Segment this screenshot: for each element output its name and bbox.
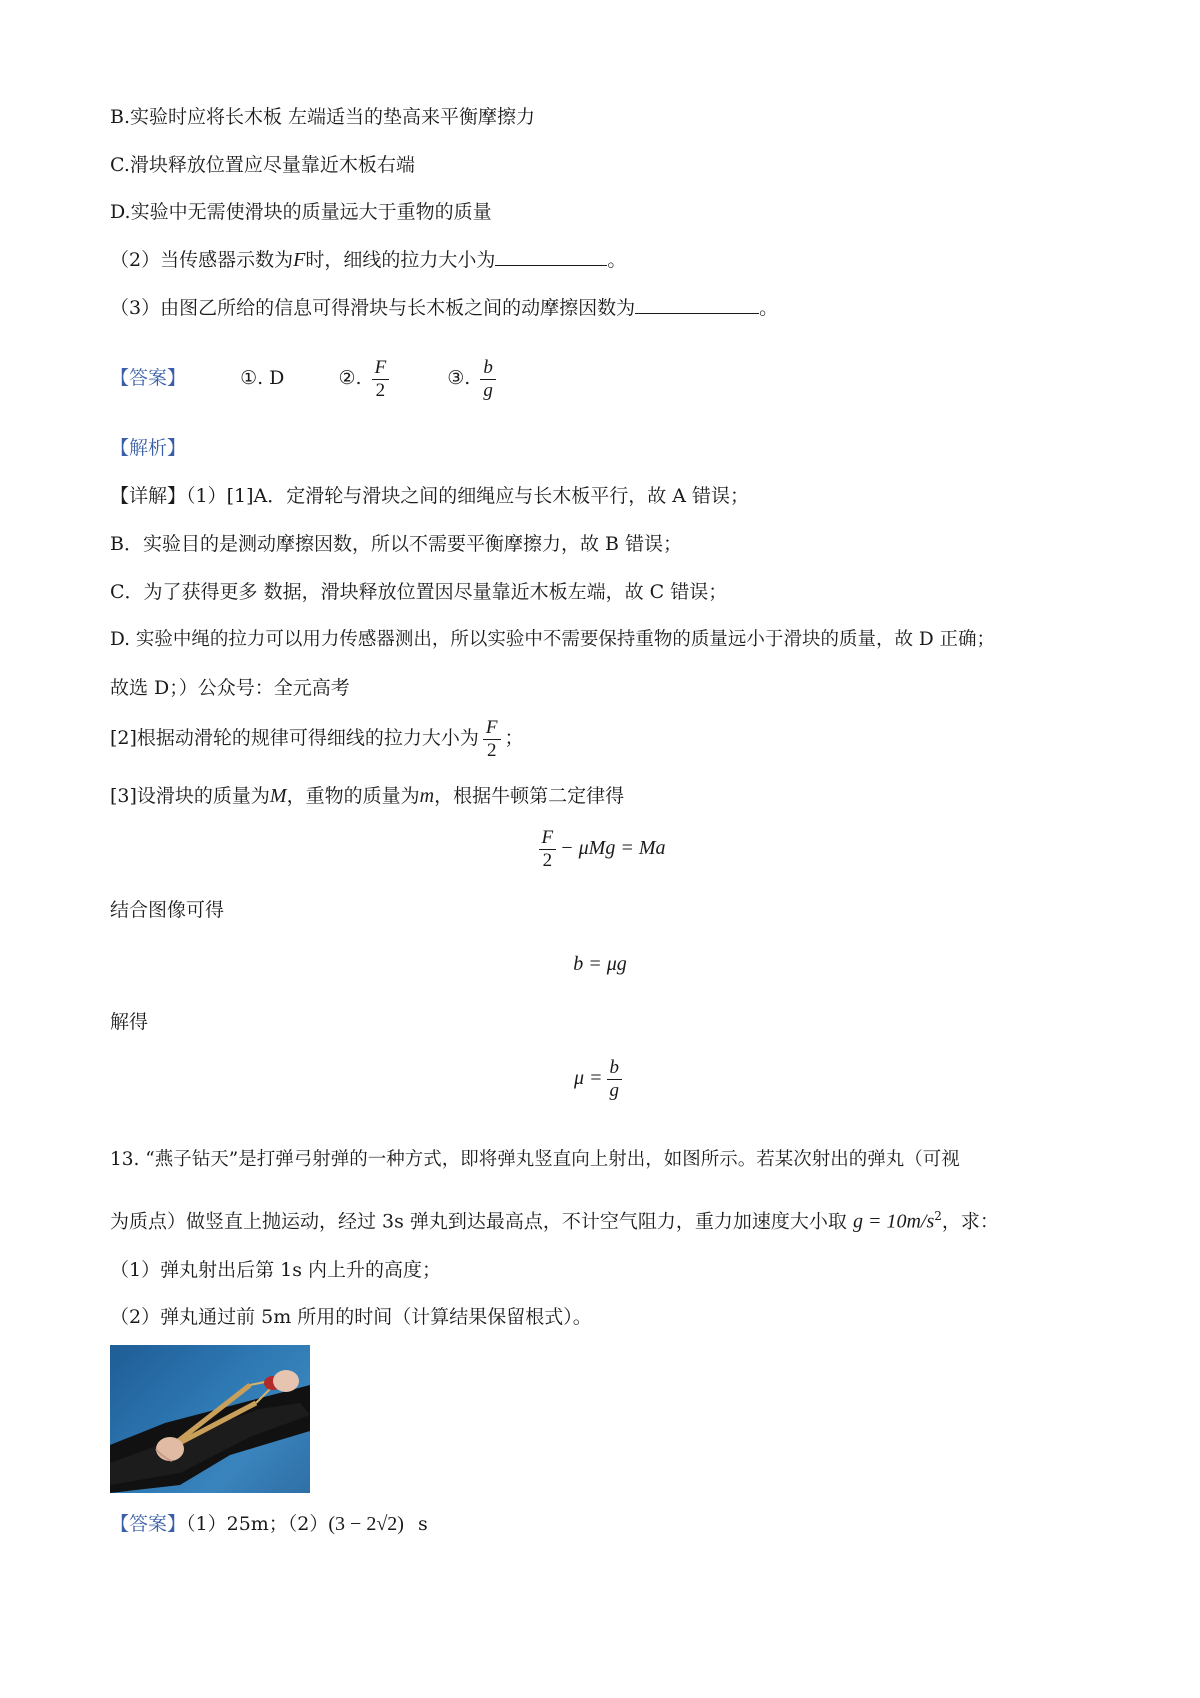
option-b: B.实验时应将长木板 左端适当的垫高来平衡摩擦力 xyxy=(110,106,536,128)
q12-part2-var: F xyxy=(293,249,306,271)
equation-b: b = μg xyxy=(573,953,627,975)
fraction-numerator: F xyxy=(483,717,501,740)
q12-part2-end: 。 xyxy=(607,249,627,271)
answer-3-label: ③. xyxy=(447,367,471,389)
mu-fraction xyxy=(607,1057,623,1102)
analysis-line-7-b: ，重物的质量为 xyxy=(286,785,420,807)
analysis-line-7-c: ，根据牛顿第二定律得 xyxy=(434,785,625,807)
q13-answer xyxy=(110,1510,428,1538)
answer-blank xyxy=(495,249,607,266)
analysis-line-1: 【详解】（1）[1]A．定滑轮与滑块之间的细绳应与长木板平行，故 A 错误； xyxy=(110,485,750,507)
answer-1: ①. D xyxy=(240,367,285,389)
var-M: M xyxy=(269,785,287,807)
equation-mu xyxy=(0,1052,1200,1104)
analysis-line-9: 解得 xyxy=(110,1011,149,1033)
answer-blank xyxy=(635,297,759,314)
option-c: C.滑块释放位置应尽量靠近木板右端 xyxy=(110,154,415,176)
q13-answer-unit: s xyxy=(417,1513,428,1535)
gravity-equation: g = 10m/s xyxy=(852,1210,935,1233)
fraction-denominator: 2 xyxy=(375,379,386,401)
analysis-line-3: C．为了获得更多 数据，滑块释放位置因尽量靠近木板左端，故 C 错误； xyxy=(110,581,728,603)
q12-part2-suffix: 时，细线的拉力大小为 xyxy=(305,249,496,271)
q12-part3-prefix: （3）由图乙所给的信息可得滑块与长木板之间的动摩擦因数为 xyxy=(110,297,636,319)
fraction-numerator: F xyxy=(372,357,390,380)
q13-part-2: （2）弹丸通过前 5m 所用的时间（计算结果保留根式）。 xyxy=(110,1306,592,1328)
q13-line-2-prefix: 为质点）做竖直上抛运动，经过 3s 弹丸到达最高点，不计空气阻力，重力加速度大小取 xyxy=(110,1210,847,1233)
analysis-line-7-a: [3]设滑块的质量为 xyxy=(110,785,270,807)
fraction-numerator: b xyxy=(480,357,496,380)
equation-newton xyxy=(0,822,1200,874)
var-m: m xyxy=(419,785,435,807)
fraction-denominator: g xyxy=(609,1079,620,1101)
q12-answer-row xyxy=(110,352,500,404)
q13-answer-text: （1）25m；（2） xyxy=(186,1513,329,1535)
analysis-line-6-end: ； xyxy=(504,727,524,749)
q12-part3 xyxy=(110,294,778,322)
analysis-line-6 xyxy=(110,712,524,764)
answer-2-fraction xyxy=(372,357,390,402)
answer-2-label: ②. xyxy=(338,367,362,389)
analysis-line-2: B．实验目的是测动摩擦因数，所以不需要平衡摩擦力，故 B 错误； xyxy=(110,533,683,555)
fraction-numerator: F xyxy=(539,827,557,850)
analysis-line-4: D. 实验中绳的拉力可以用力传感器测出，所以实验中不需要保持重物的质量远小于滑块的质量，故 D 正确； xyxy=(110,629,996,650)
q13-answer-expression: (3 − 2√2) xyxy=(328,1513,404,1535)
q12-part3-end: 。 xyxy=(759,297,779,319)
q12-part2-prefix: （2）当传感器示数为 xyxy=(110,249,294,271)
q13-line-2-end: ，求： xyxy=(941,1210,999,1233)
holding-hand xyxy=(156,1437,184,1461)
fraction-numerator: b xyxy=(607,1057,623,1080)
slingshot-photo xyxy=(110,1345,310,1493)
answer-tag: 【答案】 xyxy=(110,367,187,389)
equation-fraction xyxy=(539,827,557,872)
analysis-line-7 xyxy=(110,782,624,810)
q13-line-2 xyxy=(110,1202,999,1235)
answer-3-fraction xyxy=(480,357,496,402)
option-d: D.实验中无需使滑块的质量远大于重物的质量 xyxy=(110,201,492,223)
fraction-denominator: g xyxy=(483,379,493,401)
q12-part2 xyxy=(110,246,626,274)
q13-line-1: 13. “燕子钻天”是打弹弓射弹的一种方式，即将弹丸竖直向上射出，如图所示。若某次射出的弹丸（可视 xyxy=(110,1149,960,1170)
slingshot-illustration xyxy=(110,1345,310,1493)
analysis-tag: 【解析】 xyxy=(110,437,187,459)
pulling-hand xyxy=(273,1370,299,1392)
analysis-line-6-prefix: [2]根据动滑轮的规律可得细线的拉力大小为 xyxy=(110,727,479,749)
equation-rest: − μMg = Ma xyxy=(560,837,666,859)
fraction-denominator: 2 xyxy=(486,739,497,761)
equation-mu-lhs: μ = xyxy=(573,1067,603,1089)
q13-part-1: （1）弹丸射出后第 1s 内上升的高度； xyxy=(110,1259,442,1281)
analysis-line-5: 故选 D；）公众号：全元高考 xyxy=(110,677,350,699)
fraction-denominator: 2 xyxy=(542,849,553,871)
analysis-line-8: 结合图像可得 xyxy=(110,899,225,921)
answer-tag: 【答案】 xyxy=(110,1513,187,1535)
tension-fraction xyxy=(483,717,501,762)
gravity-exponent: 2 xyxy=(934,1209,942,1223)
